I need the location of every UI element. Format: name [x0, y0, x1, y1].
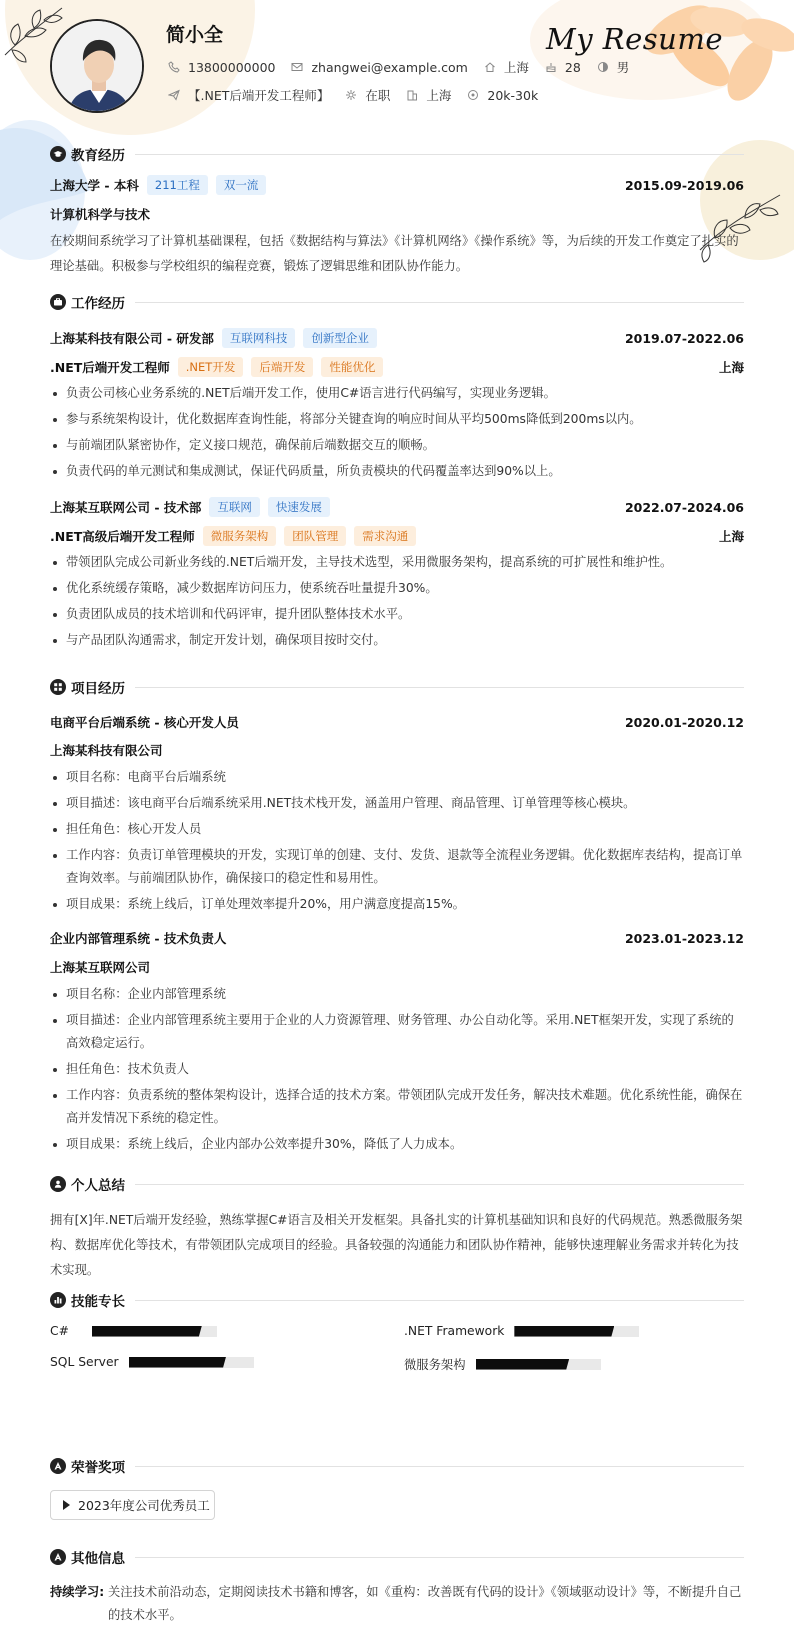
list-item: 与前端团队紧密协作，定义接口规范，确保前后端数据交互的顺畅。	[50, 434, 744, 457]
list-item: 工作内容：负责订单管理模块的开发，实现订单的创建、支付、发货、退款等全流程业务逻辑。优化数据库表结构，提高订单查询效率。与前端团队协作，确保接口的稳定性和易用性。	[50, 844, 744, 890]
work-bullets	[50, 551, 744, 655]
skill-bar	[514, 1326, 639, 1337]
skill-item	[50, 1324, 217, 1338]
other-text: 关注技术前沿动态，定期阅读技术书籍和博客，如《重构：改善既有代码的设计》《领域驱动设计》等，不断提升自己的技术水平。	[108, 1585, 742, 1622]
list-item: 项目描述：企业内部管理系统主要用于企业的人力资源管理、财务管理、办公自动化等。采用.NET框架开发，实现了系统的高效稳定运行。	[50, 1009, 744, 1055]
work-position-row	[50, 526, 744, 546]
skill-level-fill	[92, 1326, 202, 1337]
education-header	[50, 175, 744, 195]
avatar	[50, 19, 144, 113]
list-item: 项目成果：系统上线后，订单处理效率提升20%，用户满意度提高15%。	[50, 893, 744, 916]
candidate-name: 简小全	[166, 24, 224, 46]
skill-tag: 团队管理	[284, 526, 346, 546]
list-item: 担任角色：核心开发人员	[50, 818, 744, 841]
work-city: 上海	[718, 360, 744, 375]
email-text: zhangwei@example.com	[311, 59, 468, 75]
project-company-row	[50, 741, 744, 759]
user-icon	[50, 1176, 66, 1192]
contact-info-row	[168, 58, 645, 76]
divider	[135, 1184, 744, 1185]
list-item: 优化系统缓存策略，减少数据库访问压力，使系统吞吐量提升30%。	[50, 577, 744, 600]
resume-title: My Resume	[546, 22, 724, 56]
education-date: 2015.09-2019.06	[624, 177, 744, 193]
section-honors	[50, 1456, 744, 1476]
project-date: 2020.01-2020.12	[624, 714, 744, 730]
company-tag: 互联网科技	[222, 328, 296, 348]
work-bullets	[50, 382, 744, 486]
target-position-text: 【.NET后端开发工程师】	[188, 88, 330, 103]
list-item: 项目成果：系统上线后，企业内部办公效率提升30%，降低了人力成本。	[50, 1133, 744, 1156]
company-tag: 互联网	[209, 497, 260, 517]
company-name: 上海某互联网公司 - 技术部	[50, 500, 202, 515]
section-work	[50, 292, 744, 312]
skill-level-fill	[476, 1359, 570, 1370]
section-title: 技能专长	[71, 1294, 125, 1310]
send-icon	[168, 89, 180, 101]
job-intent-row	[168, 86, 554, 104]
other-label: 持续学习:	[50, 1585, 105, 1599]
project-company: 上海某互联网公司	[50, 960, 151, 975]
divider	[135, 687, 744, 688]
building-icon	[406, 89, 418, 101]
skill-tag: 需求沟通	[354, 526, 416, 546]
gender-text: 男	[616, 60, 630, 75]
briefcase-icon	[50, 294, 66, 310]
section-title: 项目经历	[71, 681, 125, 697]
company-tag: 快速发展	[268, 497, 330, 517]
project-date: 2023.01-2023.12	[624, 930, 744, 946]
school-tag: 双一流	[216, 175, 267, 195]
section-title: 工作经历	[71, 296, 125, 312]
list-item: 参与系统架构设计，优化数据库查询性能，将部分关键查询的响应时间从平均500ms降低到200ms以内。	[50, 408, 744, 431]
list-item: 负责团队成员的技术培训和代码评审，提升团队整体技术水平。	[50, 603, 744, 626]
work-city: 上海	[718, 529, 744, 544]
salary-text: 20k-30k	[487, 87, 539, 103]
skill-tag: 性能优化	[321, 357, 383, 377]
award-icon	[50, 1458, 66, 1474]
skill-item	[404, 1355, 601, 1373]
school-tag: 211工程	[147, 175, 208, 195]
grid-icon	[50, 679, 66, 695]
cake-icon	[545, 61, 557, 73]
section-education	[50, 144, 744, 164]
honor-text: 2023年度公司优秀员工	[78, 1498, 210, 1513]
skill-name: C#	[50, 1324, 69, 1338]
list-item: 工作内容：负责系统的整体架构设计，选择合适的技术方案。带领团队完成开发任务，解决技术难题。优化系统性能，确保在高并发情况下系统的稳定性。	[50, 1084, 744, 1130]
skill-level-fill	[514, 1326, 614, 1337]
skill-bar	[476, 1359, 601, 1370]
skill-tag: 微服务架构	[203, 526, 277, 546]
play-triangle-icon	[63, 1500, 70, 1510]
school-name: 上海大学 - 本科	[50, 178, 139, 193]
bar-chart-icon	[50, 1292, 66, 1308]
salary-icon	[467, 89, 479, 101]
section-other	[50, 1547, 744, 1567]
divider	[135, 1557, 744, 1558]
skill-name: SQL Server	[50, 1355, 119, 1369]
section-skills	[50, 1290, 744, 1310]
skill-name: 微服务架构	[404, 1358, 466, 1372]
honor-item	[50, 1490, 215, 1520]
mail-icon	[291, 61, 303, 73]
education-major-row	[50, 205, 744, 223]
skill-tag: .NET开发	[178, 357, 244, 377]
list-item: 项目名称：电商平台后端系统	[50, 766, 744, 789]
section-title: 荣誉奖项	[71, 1460, 125, 1476]
section-summary	[50, 1174, 744, 1194]
project-bullets	[50, 766, 744, 919]
skill-tag: 后端开发	[251, 357, 313, 377]
graduation-cap-icon	[50, 146, 66, 162]
education-description: 在校期间系统学习了计算机基础课程，包括《数据结构与算法》《计算机网络》《操作系统》等，为后续的开发工作奠定了扎实的理论基础。积极参与学校组织的编程竞赛，锻炼了逻辑思维和团队协作能力。	[50, 234, 739, 273]
divider	[135, 302, 744, 303]
project-company: 上海某科技有限公司	[50, 743, 163, 758]
project-title: 企业内部管理系统 - 技术负责人	[50, 931, 227, 946]
company-tag: 创新型企业	[303, 328, 377, 348]
skill-bar	[92, 1326, 217, 1337]
status-icon	[345, 89, 357, 101]
age-text: 28	[564, 59, 581, 75]
summary-text: 拥有[X]年.NET后端开发经验，熟练掌握C#语言及相关开发框架。具备扎实的计算机基础知识和良好的代码规范。熟悉微服务架构、数据库优化等技术，有带领团队完成项目的经验。具备较强的沟通能力和团队协作精神，能够快速理解业务需求并转化为技术实现。	[50, 1213, 743, 1277]
phone-text: 13800000000	[188, 59, 276, 75]
gender-icon	[597, 61, 609, 73]
work-header	[50, 328, 744, 348]
section-title: 教育经历	[71, 148, 125, 164]
list-item: 项目名称：企业内部管理系统	[50, 983, 744, 1006]
skill-item	[404, 1324, 639, 1338]
project-bullets	[50, 983, 744, 1159]
divider	[135, 154, 744, 155]
major-name: 计算机科学与技术	[50, 207, 151, 222]
list-item: 与产品团队沟通需求，制定开发计划，确保项目按时交付。	[50, 629, 744, 652]
home-icon	[484, 61, 496, 73]
list-item: 负责代码的单元测试和集成测试，保证代码质量，所负责模块的代码覆盖率达到90%以上。	[50, 460, 744, 483]
target-city-text: 上海	[426, 88, 452, 103]
project-header	[50, 713, 744, 731]
phone-icon	[168, 61, 180, 73]
list-item: 负责公司核心业务系统的.NET后端开发工作，使用C#语言进行代码编写，实现业务逻辑。	[50, 382, 744, 405]
divider	[135, 1300, 744, 1301]
skill-level-fill	[129, 1357, 227, 1368]
section-title: 个人总结	[71, 1178, 125, 1194]
skill-name: .NET Framework	[404, 1324, 505, 1338]
list-item: 项目描述：该电商平台后端系统采用.NET技术栈开发，涵盖用户管理、商品管理、订单管理等核心模块。	[50, 792, 744, 815]
work-date: 2022.07-2024.06	[624, 499, 744, 515]
project-title: 电商平台后端系统 - 核心开发人员	[50, 715, 239, 730]
position-name: .NET高级后端开发工程师	[50, 529, 195, 544]
list-item: 担任角色：技术负责人	[50, 1058, 744, 1081]
divider	[135, 1466, 744, 1467]
section-projects	[50, 677, 744, 697]
project-company-row	[50, 958, 744, 976]
status-text: 在职	[365, 88, 391, 103]
skill-bar	[129, 1357, 254, 1368]
position-name: .NET后端开发工程师	[50, 360, 170, 375]
work-date: 2019.07-2022.06	[624, 330, 744, 346]
project-header	[50, 929, 744, 947]
skill-item	[50, 1355, 254, 1369]
location-text: 上海	[503, 60, 529, 75]
list-item: 带领团队完成公司新业务线的.NET后端开发，主导技术选型，采用微服务架构，提高系统的可扩展性和维护性。	[50, 551, 744, 574]
company-name: 上海某科技有限公司 - 研发部	[50, 331, 214, 346]
info-icon	[50, 1549, 66, 1565]
work-position-row	[50, 357, 744, 377]
other-info-row	[50, 1581, 744, 1627]
section-title: 其他信息	[71, 1551, 125, 1567]
work-header	[50, 497, 744, 517]
